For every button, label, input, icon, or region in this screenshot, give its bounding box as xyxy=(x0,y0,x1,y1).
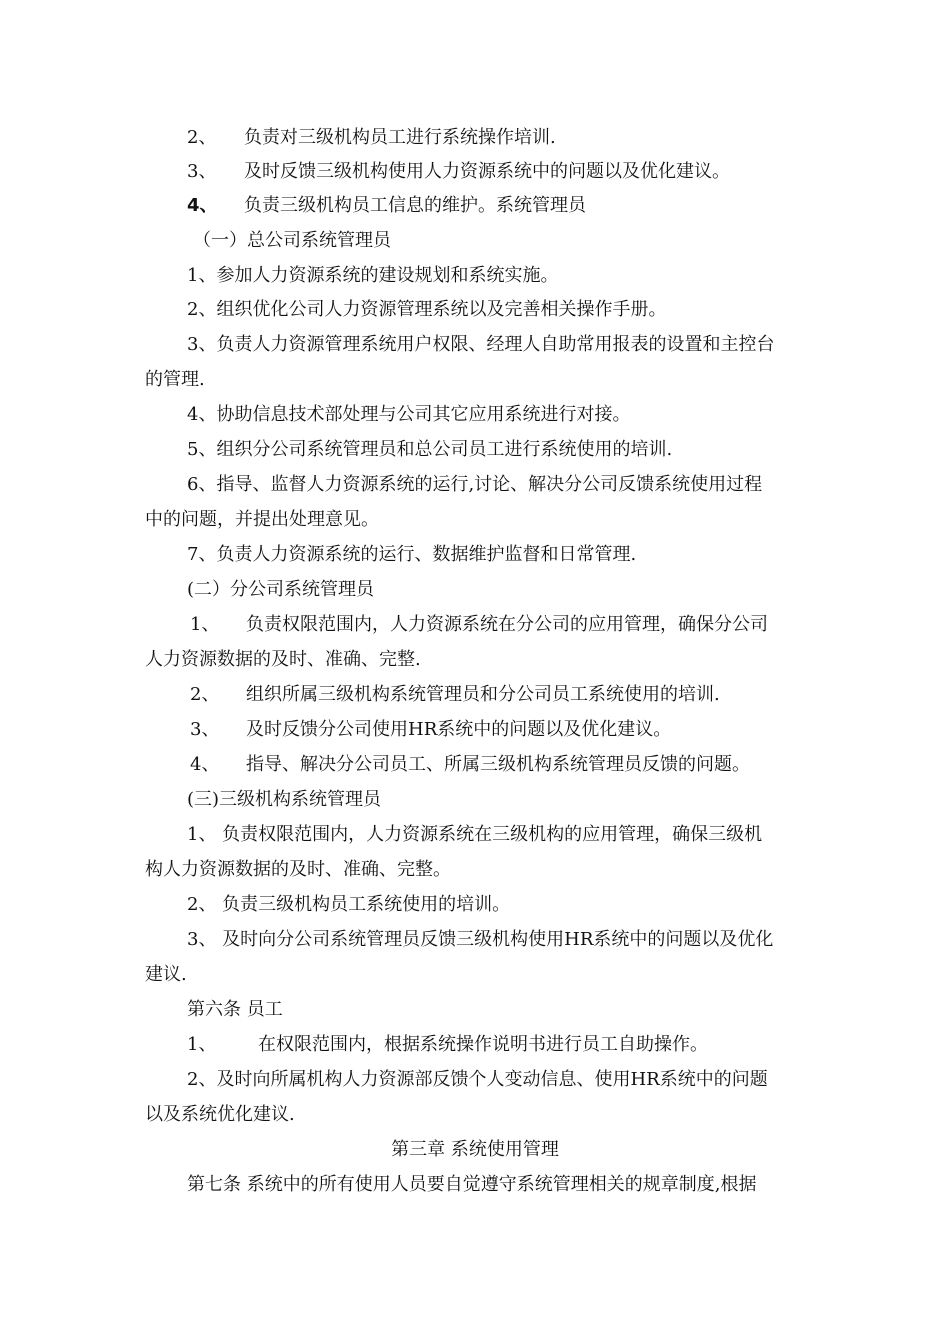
paragraph-text: 第七条 系统中的所有使用人员要自觉遵守系统管理相关的规章制度,根据 xyxy=(187,1174,757,1195)
item-text: 指导、解决分公司员工、所属三级机构系统管理员反馈的问题。 xyxy=(246,754,750,775)
paragraph-text: 建议. xyxy=(145,964,187,985)
paragraph-text: 人力资源数据的及时、准确、完整. xyxy=(145,649,421,670)
paragraph-text: 3、负责人力资源管理系统用户权限、经理人自助常用报表的设置和主控台 xyxy=(187,334,775,355)
paragraph-text: 1、参加人力资源系统的建设规划和系统实施。 xyxy=(187,265,559,286)
paragraph-text: 3、 及时向分公司系统管理员反馈三级机构使用HR系统中的问题以及优化 xyxy=(187,929,774,950)
item-text: 负责三级机构员工信息的维护。系统管理员 xyxy=(244,195,586,216)
item-text: 负责权限范围内，人力资源系统在分公司的应用管理，确保分公司 xyxy=(246,614,768,635)
item-number: 2、 xyxy=(190,684,220,705)
paragraph-text: 7、负责人力资源系统的运行、数据维护监督和日常管理. xyxy=(187,544,637,565)
section-heading-text: （一）总公司系统管理员 xyxy=(193,230,391,251)
item-number: 2、 xyxy=(187,127,217,148)
section-heading-text: (三)三级机构系统管理员 xyxy=(187,789,382,810)
chapter-heading xyxy=(0,1138,950,1162)
item-text: 组织所属三级机构系统管理员和分公司员工系统使用的培训. xyxy=(246,684,720,705)
paragraph-text: 1、 负责权限范围内，人力资源系统在三级机构的应用管理，确保三级机 xyxy=(187,824,763,845)
paragraph-text: 5、组织分公司系统管理员和总公司员工进行系统使用的培训. xyxy=(187,439,673,460)
chapter-heading-text: 第三章 系统使用管理 xyxy=(391,1139,559,1160)
item-number: 4、 xyxy=(190,754,220,775)
item-text: 及时反馈三级机构使用人力资源系统中的问题以及优化建议。 xyxy=(244,161,730,182)
item-text: 及时反馈分公司使用HR系统中的问题以及优化建议。 xyxy=(246,719,672,740)
item-text: 负责对三级机构员工进行系统操作培训. xyxy=(244,127,556,148)
item-number: 1、 xyxy=(187,1034,217,1055)
section-heading-text: (二）分公司系统管理员 xyxy=(187,579,375,600)
paragraph-text: 4、协助信息技术部处理与公司其它应用系统进行对接。 xyxy=(187,404,631,425)
paragraph-text: 的管理. xyxy=(145,369,205,390)
paragraph-text: 中的问题，并提出处理意见。 xyxy=(145,509,379,530)
paragraph-text: 2、组织优化公司人力资源管理系统以及完善相关操作手册。 xyxy=(187,299,667,320)
item-number: 3、 xyxy=(187,161,217,182)
paragraph-text: 2、 负责三级机构员工系统使用的培训。 xyxy=(187,894,511,915)
item-number: 3、 xyxy=(190,719,220,740)
paragraph-text: 构人力资源数据的及时、准确、完整。 xyxy=(145,859,451,880)
article-heading-text: 第六条 员工 xyxy=(187,999,283,1020)
item-text: 在权限范围内，根据系统操作说明书进行员工自助操作。 xyxy=(258,1034,708,1055)
paragraph-text: 以及系统优化建议. xyxy=(145,1104,295,1125)
item-number: 1、 xyxy=(190,614,220,635)
paragraph-text: 6、指导、监督人力资源系统的运行,讨论、解决分公司反馈系统使用过程 xyxy=(187,474,763,495)
paragraph-text: 2、及时向所属机构人力资源部反馈个人变动信息、使用HR系统中的问题 xyxy=(187,1069,768,1090)
item-number: 4、 xyxy=(187,195,218,216)
